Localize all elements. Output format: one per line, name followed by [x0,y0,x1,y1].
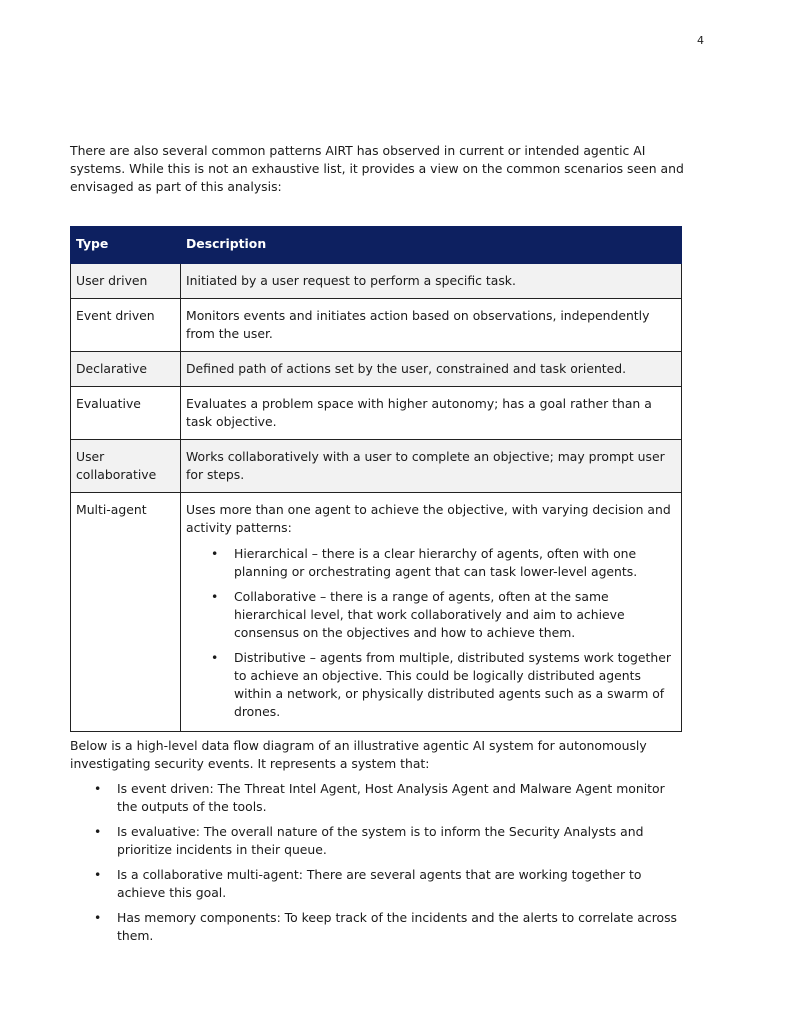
row-description: Monitors events and initiates action based on observations, independently from the user. [181,299,682,352]
row-description: Works collaboratively with a user to complete an objective; may prompt user for steps. [181,440,682,493]
table-row [71,299,682,352]
diagram-intro-paragraph: Below is a high-level data flow diagram of an illustrative agentic AI system for autonomously investigating security events. It represents a system that: [70,738,647,771]
row-type: Evaluative [71,387,181,440]
list-item: • Distributive – agents from multiple, distributed systems work together to achieve an objective. This could be logically distributed agents within a network, or physically distributed agents such as a swarm of drones. [234,649,676,721]
row-type: Multi-agent [71,493,181,732]
table-row [71,352,682,387]
multi-agent-pattern-list [186,545,676,721]
system-properties-list [117,780,687,952]
column-header-type: Type [71,227,181,264]
list-item: • Is a collaborative multi-agent: There are several agents that are working together to achieve this goal. [117,866,687,902]
table-row [71,387,682,440]
list-item: • Has memory components: To keep track of the incidents and the alerts to correlate across them. [117,909,687,945]
list-item: • Is evaluative: The overall nature of the system is to inform the Security Analysts and prioritize incidents in their queue. [117,823,687,859]
row-description-cell [181,493,682,732]
row-type: User driven [71,264,181,299]
row-description: Defined path of actions set by the user, constrained and task oriented. [181,352,682,387]
table-row [71,440,682,493]
table-header-row [71,227,682,264]
agentic-patterns-table [70,226,682,732]
row-type: Declarative [71,352,181,387]
table-row [71,264,682,299]
row-description: Uses more than one agent to achieve the objective, with varying decision and activity patterns: [186,502,671,535]
column-header-description: Description [181,227,682,264]
list-item: • Collaborative – there is a range of agents, often at the same hierarchical level, that work collaboratively and aim to achieve consensus on the objectives and how to achieve them. [234,588,676,642]
page-number: 4 [697,34,704,47]
row-type: Event driven [71,299,181,352]
row-description: Initiated by a user request to perform a specific task. [181,264,682,299]
row-type: User collaborative [71,440,181,493]
row-description: Evaluates a problem space with higher autonomy; has a goal rather than a task objective. [181,387,682,440]
intro-paragraph: There are also several common patterns AIRT has observed in current or intended agentic AI systems. While this is not an exhaustive list, it provides a view on the common scenarios seen and envisaged as part of this analysis: [70,143,684,194]
list-item: • Is event driven: The Threat Intel Agent, Host Analysis Agent and Malware Agent monitor the outputs of the tools. [117,780,687,816]
list-item: • Hierarchical – there is a clear hierarchy of agents, often with one planning or orchestrating agent that can task lower-level agents. [234,545,676,581]
table-row [71,493,682,732]
